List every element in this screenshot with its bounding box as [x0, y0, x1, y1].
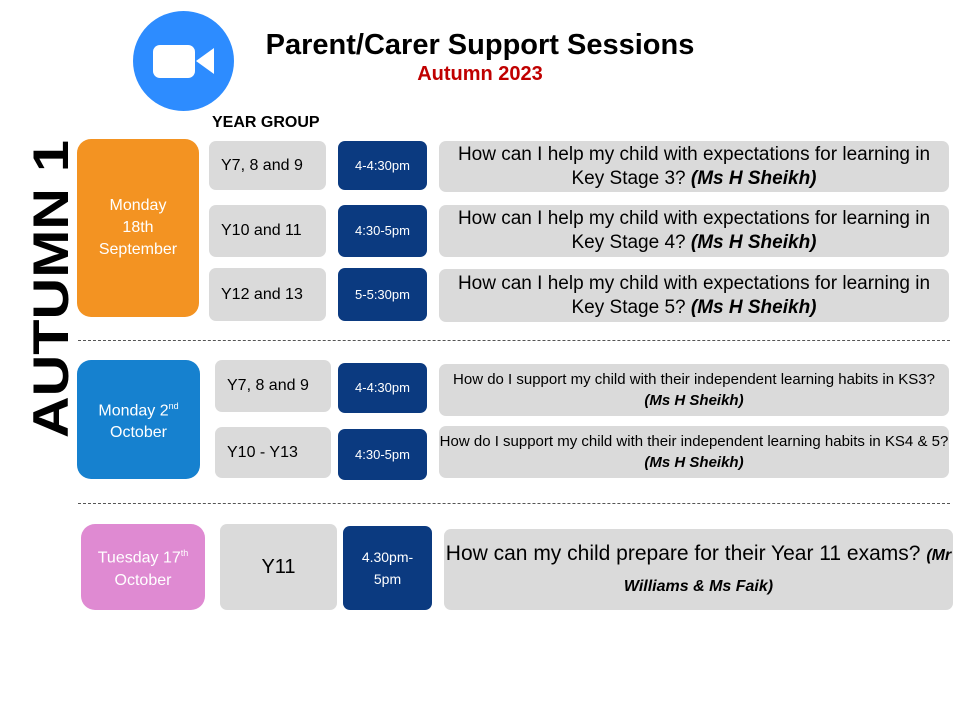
year-group-heading: YEAR GROUP	[212, 114, 320, 131]
presenter-text: (Ms H Sheikh)	[690, 296, 817, 318]
date-1-line1: Monday	[109, 197, 167, 214]
video-camera-icon	[153, 45, 195, 78]
time-line2: 5pm	[373, 571, 402, 587]
topic-cell	[439, 269, 949, 322]
term-label	[23, 140, 79, 440]
section-divider	[78, 340, 950, 341]
time-cell: 4-4:30pm	[338, 141, 427, 190]
presenter-text: (Ms H Sheikh)	[690, 167, 817, 189]
topic-text: How do I support my child with their independent learning habits in KS3?	[453, 371, 935, 388]
presenter-text: (Mr Williams & Ms Faik)	[623, 546, 952, 595]
time-cell: 5-5:30pm	[338, 268, 427, 321]
topic-cell	[444, 529, 953, 610]
topic-text: How do I support my child with their independent learning habits in KS4 & 5?	[439, 433, 949, 450]
page-subtitle: Autumn 2023	[417, 63, 543, 85]
topic-text: How can my child prepare for their Year 11 exams?	[445, 541, 921, 565]
year-group-cell: Y7, 8 and 9	[215, 360, 331, 412]
presenter-text: (Ms H Sheikh)	[690, 232, 817, 253]
topic-text: How can I help my child with expectations for learning in Key Stage 5?	[457, 272, 931, 318]
year-group-cell: Y12 and 13	[209, 268, 326, 321]
topic-cell	[439, 426, 949, 478]
section-divider	[78, 503, 950, 504]
date-block-3	[81, 524, 205, 610]
year-group-cell: Y10 and 11	[209, 205, 326, 257]
topic-cell	[439, 141, 949, 192]
date-2-line2: October	[110, 424, 167, 442]
time-line1: 4.30pm-	[361, 549, 414, 565]
topic-text: How can I help my child with expectations for learning in Key Stage 3?	[457, 143, 931, 189]
date-2-sup: nd	[168, 400, 179, 411]
time-cell: 4:30-5pm	[338, 429, 427, 480]
date-block-1	[77, 139, 199, 317]
date-1-line2: 18th	[122, 219, 154, 236]
presenter-text: (Ms H Sheikh)	[644, 454, 744, 471]
year-group-cell: Y7, 8 and 9	[209, 141, 326, 190]
date-block-2	[77, 360, 200, 479]
presenter-text: (Ms H Sheikh)	[644, 392, 744, 409]
topic-text: How can I help my child with expectations for learning in Key Stage 4?	[457, 208, 931, 253]
date-3-line1: Tuesday 17	[97, 549, 181, 567]
time-cell: 4-4:30pm	[338, 363, 427, 413]
page-title: Parent/Carer Support Sessions	[265, 29, 695, 61]
topic-cell	[439, 205, 949, 257]
time-cell: 4:30-5pm	[338, 205, 427, 257]
zoom-logo	[133, 11, 234, 111]
topic-cell	[439, 364, 949, 416]
year-group-cell: Y11	[220, 524, 337, 610]
date-1-line3: September	[98, 241, 178, 258]
term-label-text: AUTUMN 1	[23, 179, 79, 438]
time-cell	[343, 526, 432, 610]
date-3-line2: October	[114, 571, 172, 589]
camera-lens-icon	[196, 48, 214, 74]
year-group-cell: Y10 - Y13	[215, 427, 331, 478]
date-2-line1: Monday 2	[98, 402, 169, 420]
date-3-sup: th	[180, 548, 189, 559]
